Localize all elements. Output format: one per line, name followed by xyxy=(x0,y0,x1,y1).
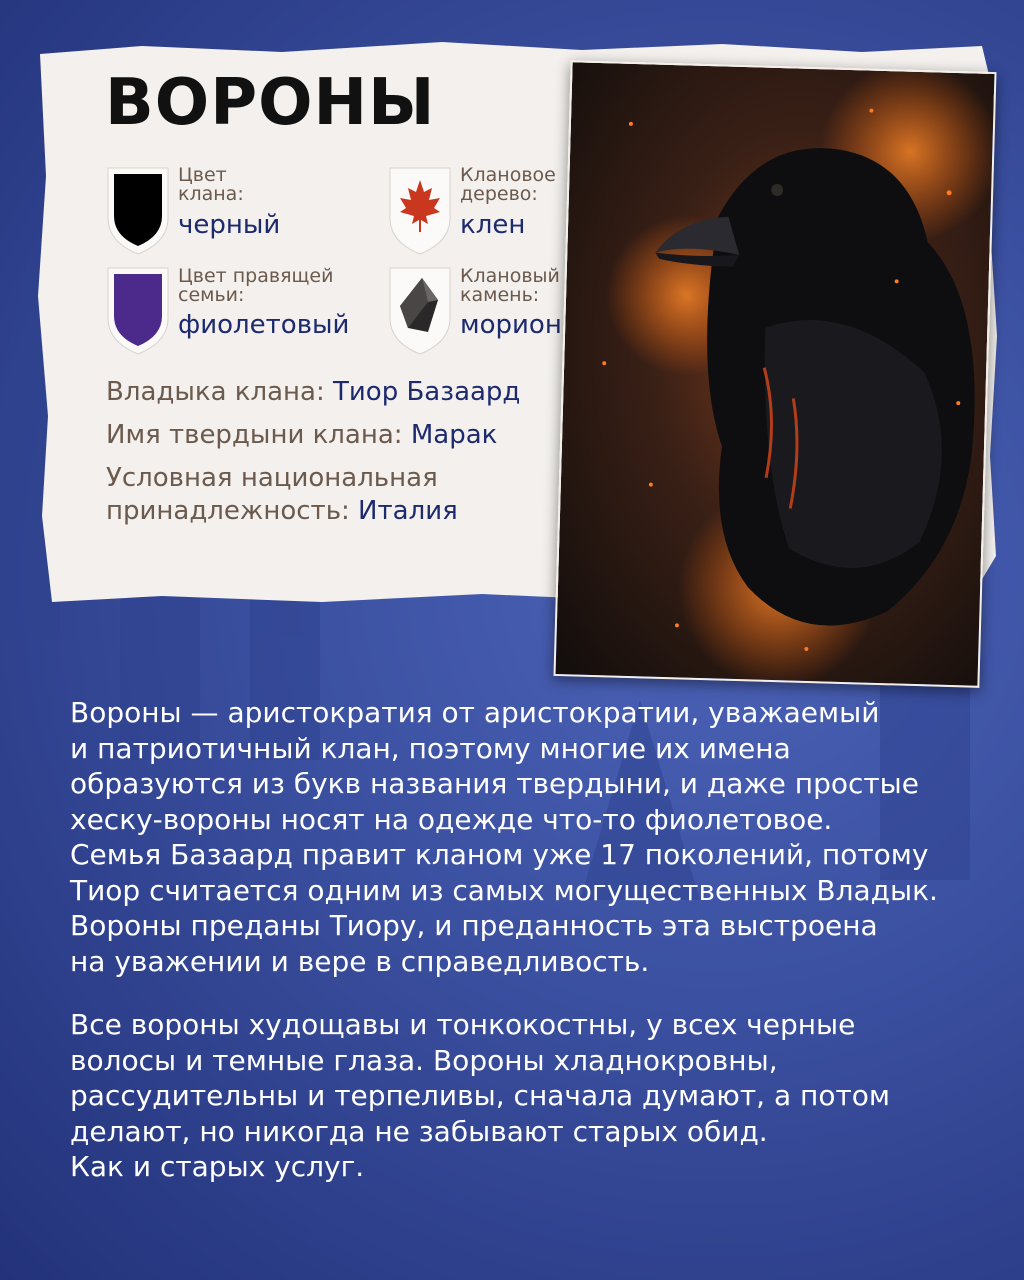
raven-image xyxy=(556,62,995,686)
raven-illustration xyxy=(553,60,996,688)
stronghold-value: Марак xyxy=(410,420,498,450)
nationality-label-1: Условная национальная xyxy=(106,463,438,493)
clan-lord-line xyxy=(106,376,520,409)
clan-stone-label: Клановый камень: xyxy=(460,265,560,306)
clan-color-label: Цвет клана: xyxy=(178,164,244,205)
description-paragraph-2 xyxy=(70,1007,950,1185)
maple-leaf-icon xyxy=(388,166,452,256)
page-title: ВОРОНЫ xyxy=(105,66,436,140)
clan-stone-value: морион xyxy=(460,310,562,340)
clan-tree-label: Клановое дерево: xyxy=(460,164,556,205)
ruling-family-color-value: фиолетовый xyxy=(178,310,350,340)
ruling-family-color-label: Цвет правящей семьи: xyxy=(178,265,334,306)
black-shield-icon xyxy=(106,166,170,256)
paragraph-text: Все вороны худощавы и тонкокостны, у всех черные волосы и темные глаза. Вороны хладнокровны, рассудительны и терпеливы, сначала думают, а потом делают, но никогда не забывают старых обид. Как и старых услуг. xyxy=(70,1008,891,1183)
description-paragraph-1 xyxy=(70,695,950,979)
nationality-line xyxy=(106,462,458,528)
stronghold-line xyxy=(106,419,497,452)
stronghold-label: Имя твердыни клана: xyxy=(106,420,411,450)
gem-icon xyxy=(388,266,452,356)
nationality-value: Италия xyxy=(358,496,458,526)
clan-lord-value: Тиор Базаард xyxy=(333,377,521,407)
clan-lord-label: Владыка клана: xyxy=(106,377,334,407)
clan-color-value: черный xyxy=(178,210,281,240)
paragraph-text: Вороны — аристократия от аристократии, уважаемый и патриотичный клан, поэтому многие их имена образуются из букв названия твердыни, и даже простые хеску-вороны носят на одежде что-то фиолетовое. Семья Базаард правит кланом уже 17 поколений, потому Тиор считается одним из самых могущественных Владык. Вороны преданы Тиору, и преданность эта выстроена на уважении и вере в справедливость. xyxy=(70,696,938,978)
nationality-label-2: принадлежность: xyxy=(106,496,359,526)
clan-tree-value: клен xyxy=(460,210,526,240)
purple-shield-icon xyxy=(106,266,170,356)
